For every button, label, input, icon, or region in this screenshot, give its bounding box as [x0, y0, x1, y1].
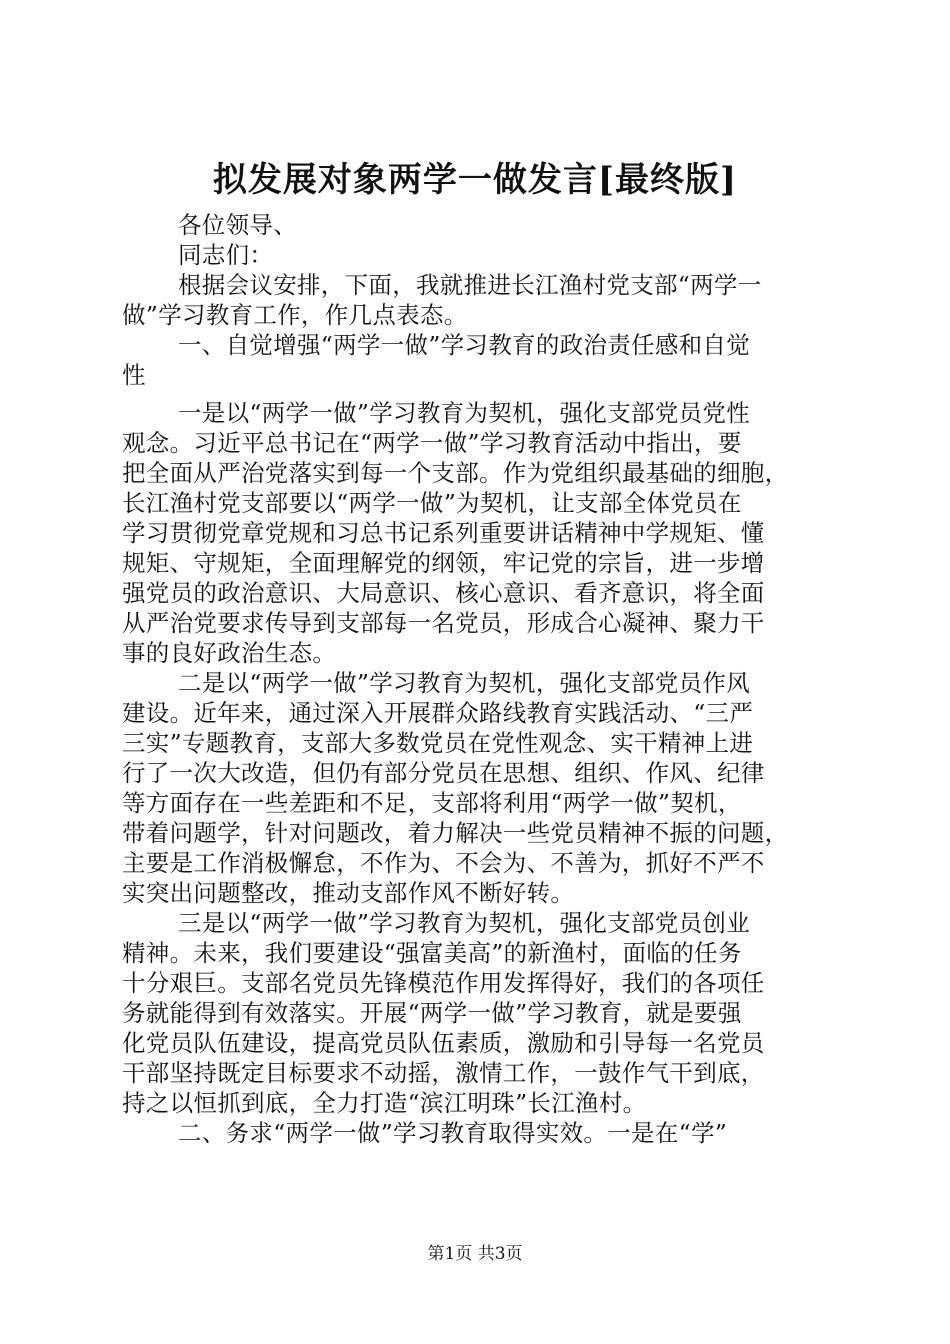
- text-line: 精神。未来，我们要建设“强富美高”的新渔村，面临的任务: [122, 939, 742, 967]
- text-line: 长江渔村党支部要以“两学一做”为契机，让支部全体党员在: [122, 489, 742, 517]
- text-line: 十分艰巨。支部名党员先锋模范作用发挥得好，我们的各项任: [122, 969, 765, 997]
- text-line: 建设。近年来，通过深入开展群众路线教育实践活动、“三严: [122, 699, 754, 727]
- text-line: 同志们：: [178, 241, 274, 269]
- text-line: 一是以“两学一做”学习教育为契机，强化支部党员党性: [178, 399, 751, 427]
- text-line: 事的良好政治生态。: [122, 639, 337, 667]
- text-line: 主要是工作消极懈怠，不作为、不会为、不善为，抓好不严不: [122, 849, 765, 877]
- text-line: 性: [122, 361, 146, 389]
- text-line: 各位领导、: [178, 211, 297, 239]
- text-line: 从严治党要求传导到支部每一名党员，形成合心凝神、聚力干: [122, 609, 765, 637]
- text-line: 一、自觉增强“两学一做”学习教育的政治责任感和自觉: [178, 331, 751, 359]
- text-line: 三是以“两学一做”学习教育为契机，强化支部党员创业: [178, 909, 751, 937]
- text-line: 观念。习近平总书记在“两学一做”学习教育活动中指出，要: [122, 429, 742, 457]
- text-line: 化党员队伍建设，提高党员队伍素质，激励和引导每一名党员: [122, 1029, 765, 1057]
- text-line: 带着问题学，针对问题改，着力解决一些党员精神不振的问题，: [122, 819, 789, 847]
- text-line: 强党员的政治意识、大局意识、核心意识、看齐意识，将全面: [122, 579, 765, 607]
- text-line: 务就能得到有效落实。开展“两学一做”学习教育，就是要强: [122, 999, 742, 1027]
- text-line: 行了一次大改造，但仍有部分党员在思想、组织、作风、纪律: [122, 759, 765, 787]
- page-number: 第1页 共3页: [427, 1244, 523, 1264]
- text-line: 规矩、守规矩，全面理解党的纲领，牢记党的宗旨，进一步增: [122, 549, 765, 577]
- text-line: 学习贯彻党章党规和习总书记系列重要讲话精神中学规矩、懂: [122, 519, 765, 547]
- text-line: 根据会议安排，下面，我就推进长江渔村党支部“两学一: [178, 271, 762, 299]
- text-line: 把全面从严治党落实到每一个支部。作为党组织最基础的细胞，: [122, 459, 789, 487]
- text-line: 持之以恒抓到底，全力打造“滨江明珠”长江渔村。: [122, 1089, 647, 1117]
- text-line: 干部坚持既定目标要求不动摇，激情工作，一鼓作气干到底，: [122, 1059, 765, 1087]
- text-line: 实突出问题整改，推动支部作风不断好转。: [122, 879, 575, 907]
- text-line: 二、务求“两学一做”学习教育取得实效。一是在“学”: [178, 1119, 728, 1147]
- document-title: 拟发展对象两学一做发言[最终版]: [212, 160, 738, 200]
- text-line: 三实”专题教育，支部大多数党员在党性观念、实干精神上进: [122, 729, 754, 757]
- text-line: 二是以“两学一做”学习教育为契机，强化支部党员作风: [178, 669, 751, 697]
- text-line: 等方面存在一些差距和不足，支部将利用“两学一做”契机，: [122, 789, 742, 817]
- document-body: [122, 210, 834, 1148]
- text-line: 做”学习教育工作，作几点表态。: [122, 301, 468, 329]
